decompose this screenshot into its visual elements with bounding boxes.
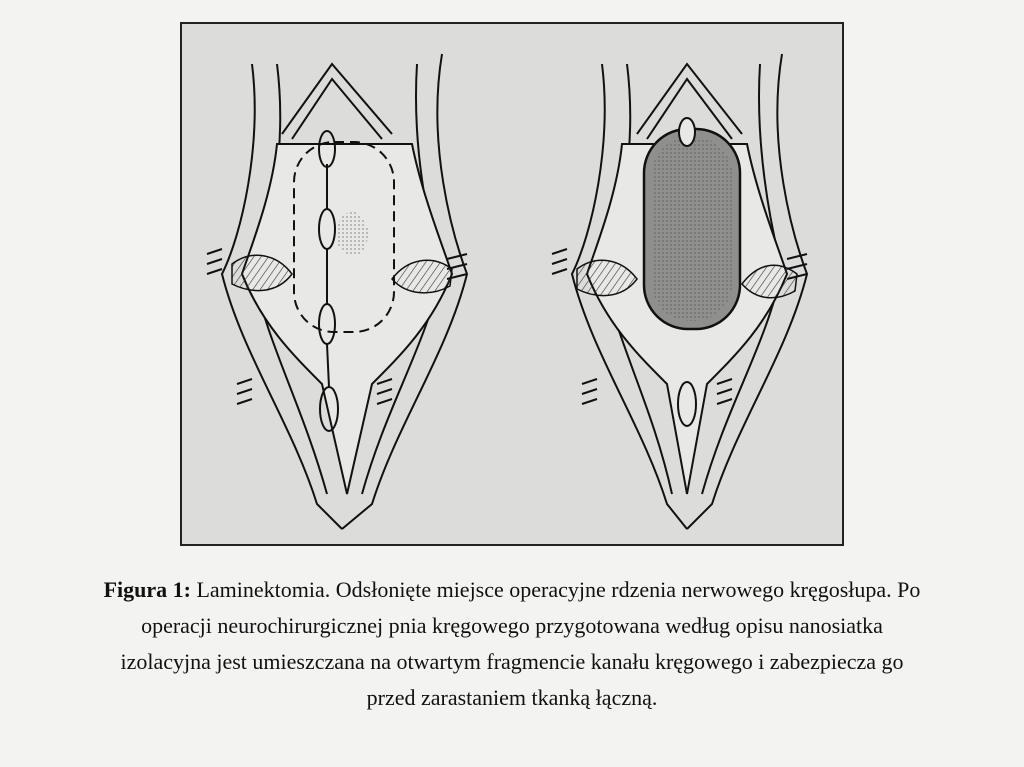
caption-line-3: izolacyjna jest umieszczana na otwartym fragmencie kanału kręgowego i zabezpiecza go — [120, 649, 904, 674]
figure-illustration — [180, 22, 844, 546]
caption-line-1: Figura 1: Laminektomia. Odsłonięte miejsce operacyjne rdzenia nerwowego kręgosłupa. Po — [103, 577, 921, 602]
caption-line-4: przed zarastaniem tkanką łączną. — [366, 685, 658, 710]
figure-label: Figura 1: — [103, 577, 191, 602]
figure-caption — [20, 572, 1004, 716]
surgical-drawing — [182, 24, 842, 544]
caption-line-2: operacji neurochirurgicznej pnia kręgowego przygotowana według opisu nanosiatka — [141, 613, 883, 638]
